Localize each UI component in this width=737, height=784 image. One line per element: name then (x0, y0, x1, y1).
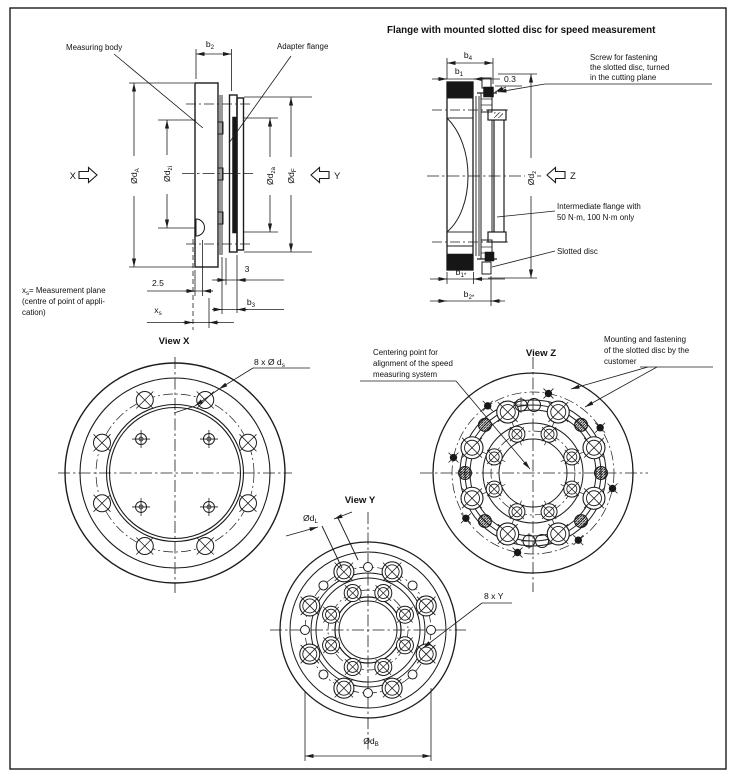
view-y-direction-arrow (311, 168, 329, 183)
svg-text:8 x Y: 8 x Y (484, 591, 504, 601)
svg-text:alignment of the speed: alignment of the speed (373, 359, 453, 368)
svg-text:Ødzi: $Ød_{zi}$ (162, 166, 174, 182)
dim-2-5 (147, 240, 213, 296)
view-y-8xY-label (423, 591, 512, 648)
svg-text:in the cutting plane: in the cutting plane (590, 73, 657, 82)
measurement-point (196, 219, 205, 236)
flange-hatch-bottom (447, 232, 473, 246)
svg-text:b1: $b_1$ (454, 66, 464, 78)
svg-text:Ødza: $Ød_{za}$ (265, 166, 277, 186)
svg-text:customer: customer (604, 357, 637, 366)
svg-text:Mounting and fastening: Mounting and fastening (604, 335, 687, 344)
screw-note (498, 53, 712, 92)
svg-text:3: 3 (244, 264, 250, 274)
svg-text:(centre of point of appli-: (centre of point of appli- (22, 297, 105, 306)
flange-hatch-top (447, 98, 473, 118)
svg-text:b4: $b_4$ (463, 50, 473, 62)
view-y (270, 495, 512, 761)
svg-text:xs: $x_s$ (154, 305, 162, 317)
adapter-flange-hub (233, 117, 237, 233)
svg-text:2.5: 2.5 (152, 278, 164, 288)
adapter-flange-rear-plate (237, 98, 244, 250)
view-x-title: View X (158, 336, 190, 347)
svg-text:b1*: $b_{1*}$ (455, 267, 467, 279)
svg-text:Screw for fastening: Screw for fastening (590, 53, 658, 62)
bolt-hole (364, 689, 373, 698)
measuring-body-leader (114, 54, 203, 128)
bolt-hole (319, 581, 328, 590)
view-y-letter: Y (334, 171, 341, 182)
bolt-hole (427, 626, 436, 635)
dim-dF (244, 97, 312, 252)
svg-text:ØdB: $Ød_B$ (363, 736, 379, 748)
measurement-plane-note (22, 286, 106, 317)
hub-bore-arc (447, 118, 468, 232)
view-z-mounting-note (571, 335, 713, 407)
svg-text:0.3: 0.3 (504, 74, 516, 84)
view-x-letter: X (69, 171, 76, 182)
view-z-title: View Z (525, 348, 557, 359)
dim-xs (147, 298, 234, 328)
view-z-letter: Z (570, 171, 576, 182)
drawing-title: Flange with mounted slotted disc for speed measurement (387, 25, 656, 36)
svg-text:Centering point for: Centering point for (373, 348, 438, 357)
dim-b1 (432, 66, 500, 79)
svg-text:b2*: $b_{2*}$ (463, 289, 475, 301)
right-section-view (427, 50, 712, 306)
svg-text:xs= Measurement plane: $x_s=$ Measurement plane (22, 286, 106, 297)
bolt-hole (595, 467, 608, 480)
adapter-flange-leader (229, 56, 291, 143)
measuring-body-outline (195, 83, 218, 267)
bolt-hole (575, 418, 588, 431)
measuring-body-label: Measuring body (66, 43, 123, 52)
bolt-hole (478, 515, 491, 528)
dim-dza (244, 118, 278, 232)
bolt-hole (408, 670, 417, 679)
svg-text:ØdL: $Ød_L$ (303, 513, 318, 525)
svg-text:8 x Ø ds: 8 x Ø $d_s$ (254, 357, 285, 369)
bolt-hole (301, 626, 310, 635)
svg-text:Slotted disc: Slotted disc (557, 247, 598, 256)
fastening-screw (484, 87, 494, 97)
svg-text:ØdF: $Ød_F$ (286, 168, 298, 184)
svg-text:b2: $b_2$ (205, 39, 215, 51)
svg-text:b3: $b_3$ (246, 297, 256, 309)
left-section-view (22, 39, 341, 330)
svg-text:cation): cation) (22, 308, 46, 317)
slotted-disc-section-top (447, 82, 473, 98)
bolt-hole (575, 515, 588, 528)
view-y-dL-label (286, 512, 358, 568)
svg-text:ØdA: $Ød_A$ (129, 168, 141, 184)
adapter-flange-label: Adapter flange (277, 42, 329, 51)
svg-text:Intermediate flange with: Intermediate flange with (557, 202, 641, 211)
view-x (58, 336, 310, 593)
svg-text:measuring system: measuring system (373, 370, 438, 379)
dim-b2-star (430, 276, 505, 306)
view-x-direction-arrow (79, 168, 97, 183)
dim-0-3 (495, 74, 522, 92)
svg-text:Ødz: $Ød_z$ (526, 170, 538, 186)
intermediate-flange-note (497, 202, 641, 222)
view-z-direction-arrow (547, 168, 565, 183)
dim-dzi (158, 120, 196, 228)
svg-text:the slotted disc, turned: the slotted disc, turned (590, 63, 670, 72)
svg-text:50 N·m, 100 N·m only: 50 N·m, 100 N·m only (557, 213, 635, 222)
view-z (360, 335, 713, 592)
svg-text:of the slotted disc by the: of the slotted disc by the (604, 346, 690, 355)
bolt-hole (408, 581, 417, 590)
bolt-hole (364, 563, 373, 572)
bolt-hole (459, 467, 472, 480)
bolt-hole (319, 670, 328, 679)
slotted-disc-note (492, 247, 598, 267)
view-y-title: View Y (344, 495, 376, 506)
